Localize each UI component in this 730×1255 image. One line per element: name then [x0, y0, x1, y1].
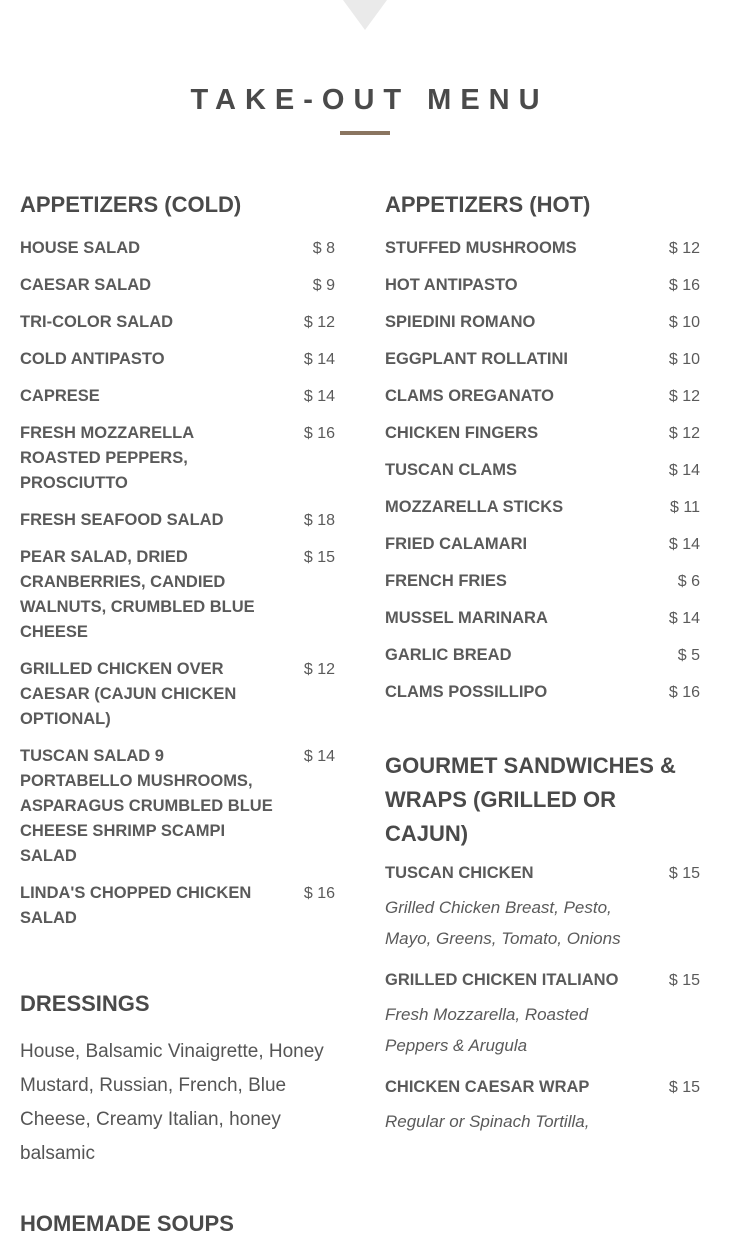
section-heading-cold-appetizers: APPETIZERS (COLD) [20, 192, 242, 217]
menu-item-price: $ 16 [303, 885, 335, 902]
menu-item [385, 495, 700, 520]
menu-item-price: $ 12 [668, 388, 700, 405]
menu-item-name: COLD ANTIPASTO [20, 350, 165, 368]
menu-item-name: SPIEDINI ROMANO [385, 313, 536, 331]
menu-item [385, 968, 700, 993]
menu-item-price: $ 14 [303, 351, 335, 368]
menu-item-price: $ 11 [670, 499, 700, 516]
menu-item-price: $ 14 [668, 610, 700, 627]
menu-item-price: $ 15 [668, 1079, 700, 1096]
menu-item-price: $ 12 [303, 661, 335, 678]
menu-item [385, 273, 700, 298]
logo-emblem [343, 0, 387, 30]
menu-item-price: $ 12 [303, 314, 335, 331]
menu-item [20, 310, 335, 335]
menu-item-name: TUSCAN CLAMS [385, 461, 517, 479]
menu-item-description: Regular or Spinach Tortilla, [385, 1112, 590, 1131]
menu-item-name: HOT ANTIPASTO [385, 276, 518, 294]
menu-item-price: $ 18 [303, 512, 335, 529]
menu-item [20, 347, 335, 372]
menu-item-name: MUSSEL MARINARA [385, 609, 548, 627]
menu-item-name: PEAR SALAD, DRIED CRANBERRIES, CANDIED WALNUTS, CRUMBLED BLUE CHEESE [20, 548, 255, 641]
menu-item-description: Fresh Mozzarella, Roasted Peppers & Arugula [385, 1005, 589, 1055]
menu-item-name: CLAMS OREGANATO [385, 387, 554, 405]
menu-item-price: $ 12 [668, 425, 700, 442]
menu-item [385, 606, 700, 631]
menu-item [385, 458, 700, 483]
menu-item [385, 569, 700, 594]
dressings-text: House, Balsamic Vinaigrette, Honey Mustard, Russian, French, Blue Cheese, Creamy Italian, honey balsamic [20, 1041, 324, 1164]
menu-item-name: GRILLED CHICKEN ITALIANO [385, 971, 619, 989]
menu-item-name: FRESH MOZZARELLA ROASTED PEPPERS, PROSCIUTTO [20, 424, 194, 492]
menu-item-price: $ 9 [312, 277, 335, 294]
menu-item [385, 861, 700, 886]
sandwiches-list [385, 861, 700, 1137]
menu-item-name: CHICKEN FINGERS [385, 424, 539, 442]
menu-item-price: $ 16 [668, 277, 700, 294]
menu-item-price: $ 10 [668, 351, 700, 368]
menu-item-price: $ 14 [668, 462, 700, 479]
menu-item [385, 421, 700, 446]
menu-item-price: $ 12 [668, 240, 700, 257]
menu-item-name: STUFFED MUSHROOMS [385, 239, 577, 257]
menu-item-name: GARLIC BREAD [385, 646, 512, 664]
menu-item-price: $ 15 [668, 865, 700, 882]
menu-item [385, 532, 700, 557]
menu-item-name: TUSCAN CHICKEN [385, 864, 534, 882]
cold-appetizers-list [20, 236, 335, 931]
menu-item [20, 508, 335, 533]
menu-item [20, 421, 335, 496]
menu-item-name: LINDA'S CHOPPED CHICKEN SALAD [20, 884, 252, 927]
menu-item-name: TRI-COLOR SALAD [20, 313, 174, 331]
menu-item-price: $ 14 [668, 536, 700, 553]
menu-item-name: CHICKEN CAESAR WRAP [385, 1078, 590, 1096]
menu-item [385, 1075, 700, 1100]
menu-item-name: CAESAR SALAD [20, 276, 152, 294]
menu-item-name: GRILLED CHICKEN OVER CAESAR (CAJUN CHICKEN OPTIONAL) [20, 660, 237, 728]
page-title: TAKE-OUT MENU [190, 84, 549, 116]
menu-item-price: $ 16 [303, 425, 335, 442]
menu-item-name: MOZZARELLA STICKS [385, 498, 564, 516]
menu-item [20, 545, 335, 645]
menu-item [385, 680, 700, 705]
menu-item [20, 273, 335, 298]
menu-item-name: CAPRESE [20, 387, 100, 405]
menu-item-price: $ 10 [668, 314, 700, 331]
title-divider [340, 131, 390, 135]
menu-item-name: FRIED CALAMARI [385, 535, 528, 553]
menu-item-price: $ 15 [303, 549, 335, 566]
menu-item-description: Grilled Chicken Breast, Pesto, Mayo, Greens, Tomato, Onions [385, 898, 621, 948]
menu-item-name: FRENCH FRIES [385, 572, 507, 590]
section-heading-hot-appetizers: APPETIZERS (HOT) [385, 192, 591, 217]
menu-item-price: $ 15 [668, 972, 700, 989]
menu-item [20, 236, 335, 261]
menu-item-name: HOUSE SALAD [20, 239, 141, 257]
section-heading-sandwiches: GOURMET SANDWICHES & WRAPS (GRILLED OR CAJUN) [385, 753, 676, 846]
menu-item-price: $ 5 [677, 647, 700, 664]
menu-item-name: EGGPLANT ROLLATINI [385, 350, 569, 368]
section-heading-dressings: DRESSINGS [20, 991, 150, 1016]
menu-item [20, 657, 335, 732]
menu-item-price: $ 14 [303, 748, 335, 765]
menu-item-name: TUSCAN SALAD 9 PORTABELLO MUSHROOMS, ASPARAGUS CRUMBLED BLUE CHEESE SHRIMP SCAMPI SALAD [20, 747, 273, 865]
hot-appetizers-list [385, 236, 700, 705]
menu-item [20, 744, 335, 869]
menu-item-price: $ 14 [303, 388, 335, 405]
menu-item-price: $ 8 [312, 240, 335, 257]
menu-item-price: $ 16 [668, 684, 700, 701]
menu-item [20, 384, 335, 409]
menu-item-price: $ 6 [677, 573, 700, 590]
menu-item [385, 384, 700, 409]
left-column [20, 188, 335, 1255]
menu-item [385, 347, 700, 372]
menu-item [20, 881, 335, 931]
right-column [385, 188, 700, 1151]
menu-item [385, 310, 700, 335]
section-heading-soups: HOMEMADE SOUPS [20, 1211, 234, 1236]
menu-item [385, 236, 700, 261]
menu-item [385, 643, 700, 668]
menu-item-name: CLAMS POSSILLIPO [385, 683, 548, 701]
menu-item-name: FRESH SEAFOOD SALAD [20, 511, 224, 529]
